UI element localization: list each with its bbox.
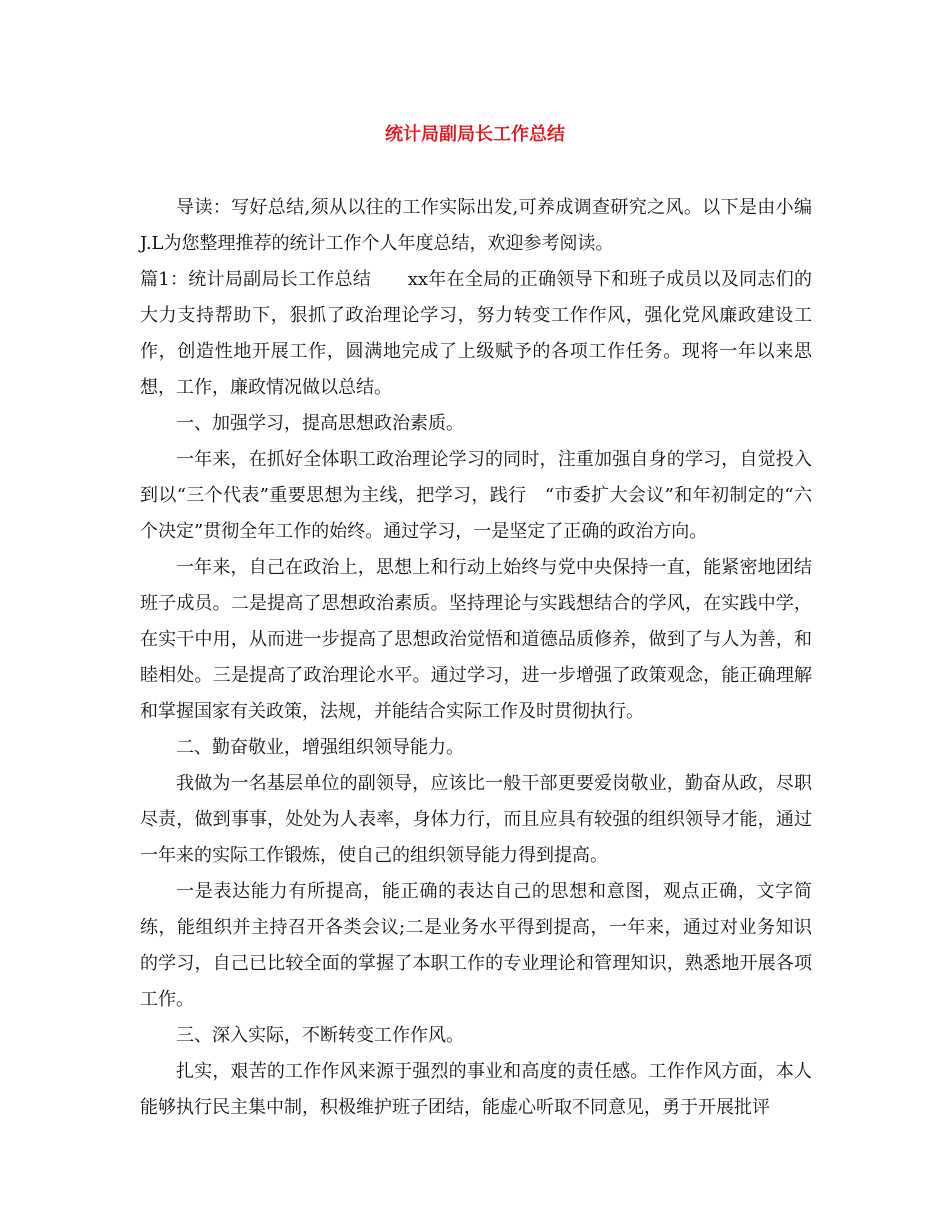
paragraph-chapter-1: 篇1：统计局副局长工作总结 xx年在全局的正确领导下和班子成员以及同志们的大力支持帮助下，狠抓了政治理论学习，努力转变工作作风，强化党风廉政建设工作，创造性地开展工作，圆满地完成了上级赋予的各项工作任务。现将一年以来思想，工作，廉政情况做以总结。 <box>140 269 812 398</box>
section-heading-1: 一、加强学习，提高思想政治素质。 <box>176 413 464 434</box>
paragraph-study-1: 一年来，在抓好全体职工政治理论学习的同时，注重加强自身的学习，自觉投入到以“三个代表”重要思想为主线，把学习，践行 “市委扩大会议”和年初制定的“六个决定”贯彻全年工作的始终。通过学习，一是坚定了正确的政治方向。 <box>140 449 812 542</box>
paragraph-work-style: 扎实，艰苦的工作作风来源于强烈的事业和高度的责任感。工作作风方面，本人能够执行民主集中制，积极维护班子团结，能虚心听取不同意见，勇于开展批评 <box>140 1061 812 1118</box>
paragraph-leadership-1: 我做为一名基层单位的副领导，应该比一般干部更要爱岗敬业，勤奋从政，尽职尽责，做到事事，处处为人表率，身体力行，而且应具有较强的组织领导才能，通过一年来的实际工作锻炼，使自己的组织领导能力得到提高。 <box>140 773 812 866</box>
paragraph-study-2: 一年来，自己在政治上，思想上和行动上始终与党中央保持一直，能紧密地团结班子成员。二是提高了思想政治素质。坚持理论与实践想结合的学风，在实践中学，在实干中用，从而进一步提高了思想政治觉悟和道德品质修养，做到了与人为善，和睦相处。三是提高了政治理论水平。通过学习，进一步增强了政策观念，能正确理解和掌握国家有关政策，法规，并能结合实际工作及时贯彻执行。 <box>140 557 812 722</box>
paragraph-intro: 导读：写好总结,须从以往的工作实际出发,可养成调查研究之风。以下是由小编J.L为您整理推荐的统计工作个人年度总结，欢迎参考阅读。 <box>140 197 812 254</box>
document-body <box>140 190 812 1126</box>
paragraph-leadership-2: 一是表达能力有所提高，能正确的表达自己的思想和意图，观点正确，文字简练，能组织并主持召开各类会议;二是业务水平得到提高，一年来，通过对业务知识的学习，自己已比较全面的掌握了本职工作的专业理论和管理知识，熟悉地开展各项工作。 <box>140 881 812 1010</box>
document-title: 统计局副局长工作总结 <box>385 124 565 145</box>
section-heading-2: 二、勤奋敬业，增强组织领导能力。 <box>176 737 464 758</box>
section-heading-3: 三、深入实际，不断转变工作作风。 <box>176 1025 464 1046</box>
